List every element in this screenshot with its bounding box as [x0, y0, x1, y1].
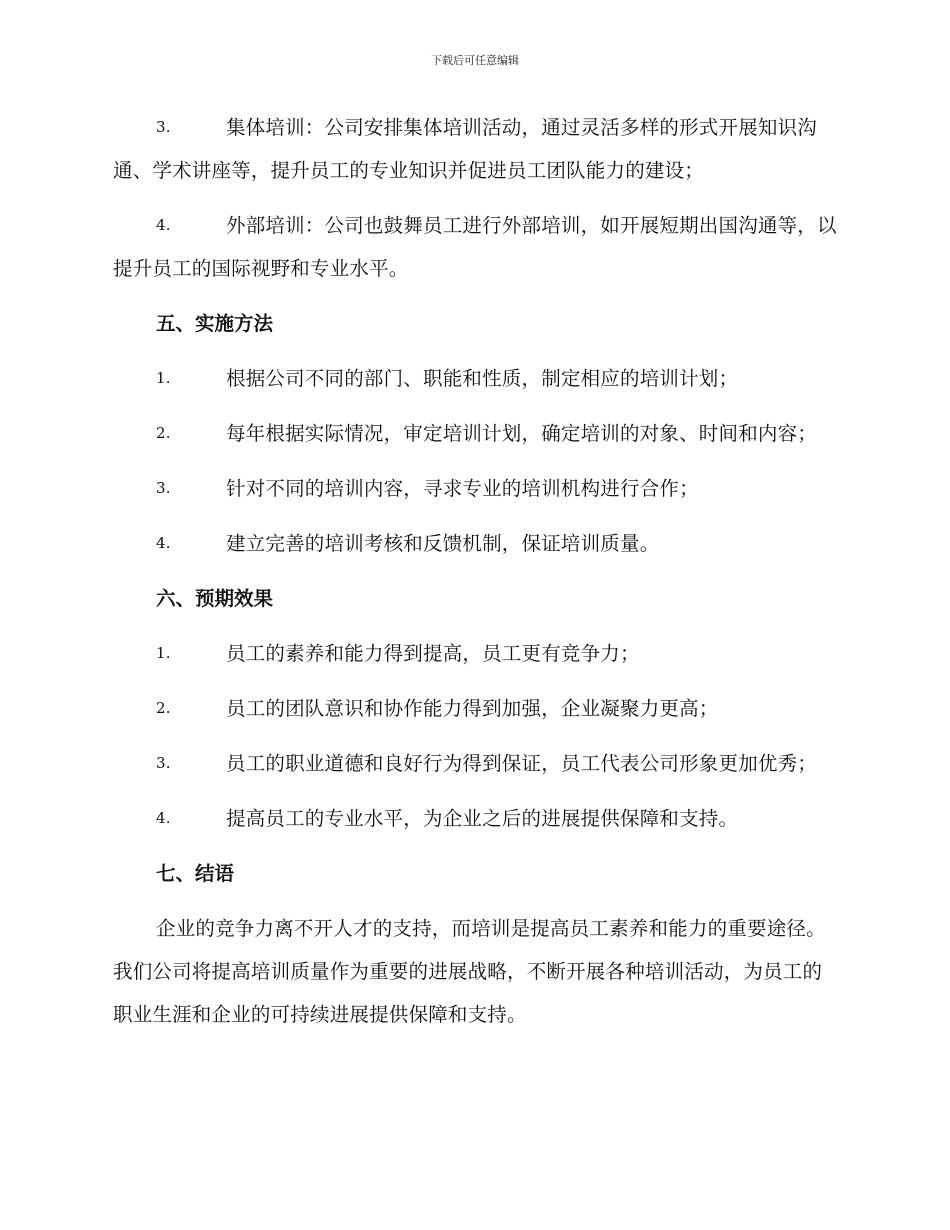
list-item [113, 204, 838, 290]
list-item [113, 522, 838, 565]
list-item-text: 建立完善的培训考核和反馈机制，保证培训质量。 [226, 532, 660, 555]
list-item-number: 4. [156, 809, 171, 827]
list-item-text: 外部培训：公司也鼓舞员工进行外部培训，如开展短期出国沟通等，以提升员工的国际视野和专业水平。 [113, 214, 837, 280]
list-item-text: 员工的职业道德和良好行为得到保证，员工代表公司形象更加优秀； [226, 752, 818, 775]
list-item-text: 员工的素养和能力得到提高，员工更有竞争力； [226, 642, 640, 665]
list-item-number: 3. [156, 118, 171, 136]
list-item [113, 106, 838, 192]
list-item-text: 提高员工的专业水平，为企业之后的进展提供保障和支持。 [226, 807, 739, 830]
list-item-text: 根据公司不同的部门、职能和性质，制定相应的培训计划； [226, 367, 739, 390]
list-item-text: 针对不同的培训内容，寻求专业的培训机构进行合作； [226, 477, 699, 500]
list-item [113, 687, 838, 730]
list-item [113, 467, 838, 510]
list-item [113, 632, 838, 675]
list-item [113, 357, 838, 400]
section-heading: 七、结语 [156, 862, 235, 885]
list-item-number: 3. [156, 754, 171, 772]
list-item-number: 2. [156, 699, 171, 717]
conclusion-paragraph: 企业的竞争力离不开人才的支持，而培训是提高员工素养和能力的重要途径。我们公司将提高培训质量作为重要的进展战略，不断开展各种培训活动，为员工的职业生涯和企业的可持续进展提供保障和支持。 [113, 917, 826, 1026]
list-item [113, 797, 838, 840]
list-item-number: 4. [156, 216, 171, 234]
list-item-number: 4. [156, 534, 171, 552]
list-item-number: 1. [156, 369, 171, 387]
document-body [113, 106, 838, 1036]
list-item-number: 1. [156, 644, 171, 662]
section-heading: 六、预期效果 [156, 587, 274, 610]
list-item [113, 742, 838, 785]
list-item-number: 3. [156, 479, 171, 497]
list-item-number: 2. [156, 424, 171, 442]
list-item [113, 412, 838, 455]
section-heading: 五、实施方法 [156, 312, 274, 335]
page-header: 下载后可任意编辑 [431, 54, 519, 67]
list-item-text: 员工的团队意识和协作能力得到加强，企业凝聚力更高； [226, 697, 719, 720]
list-item-text: 每年根据实际情况，审定培训计划，确定培训的对象、时间和内容； [226, 422, 818, 445]
list-item-text: 集体培训：公司安排集体培训活动，通过灵活多样的形式开展知识沟通、学术讲座等，提升员工的专业知识并促进员工团队能力的建设； [113, 116, 818, 182]
